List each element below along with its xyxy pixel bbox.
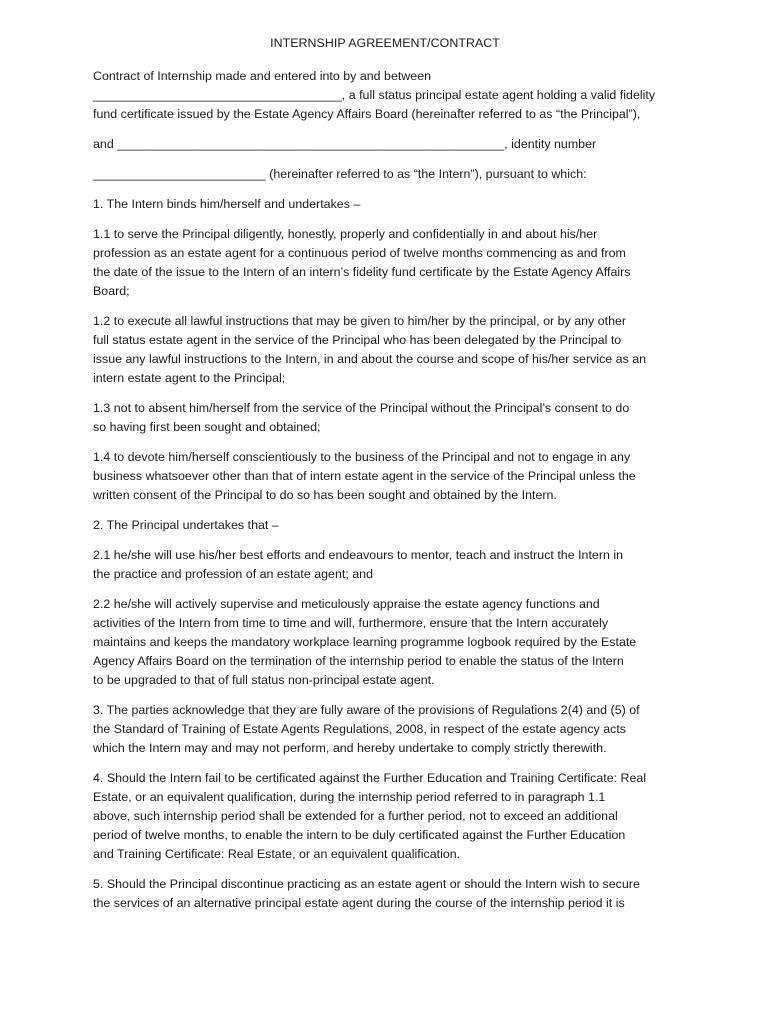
- text-line: the practice and profession of an estate agent; and: [93, 567, 374, 581]
- text-line: fund certificate issued by the Estate Agency Affairs Board (hereinafter referred to as “the Principal”),: [93, 107, 641, 121]
- paragraph: [93, 448, 677, 505]
- paragraph: [93, 165, 677, 184]
- text-line: 5. Should the Principal discontinue practicing as an estate agent or should the Intern wish to secure: [93, 877, 640, 891]
- text-line: activities of the Intern from time to time and will, furthermore, ensure that the Intern accurately: [93, 616, 609, 630]
- paragraph: [93, 312, 677, 388]
- paragraph: [93, 769, 677, 864]
- text-line: 3. The parties acknowledge that they are fully aware of the provisions of Regulations 2(4) and (5) of: [93, 703, 640, 717]
- text-line: 2. The Principal undertakes that –: [93, 518, 279, 532]
- text-line: written consent of the Principal to do so has been sought and obtained by the Intern.: [93, 488, 557, 502]
- text-line: intern estate agent to the Principal;: [93, 371, 286, 385]
- text-line: the services of an alternative principal estate agent during the course of the internship period it is: [93, 896, 625, 910]
- text-line: ____________________________________, a full status principal estate agent holding a valid fidelity: [93, 88, 656, 102]
- text-line: above, such internship period shall be extended for a further period, not to exceed an additional: [93, 809, 618, 823]
- text-line: to be upgraded to that of full status non-principal estate agent.: [93, 673, 435, 687]
- text-line: _________________________ (hereinafter referred to as “the Intern”), pursuant to which:: [93, 167, 587, 181]
- text-line: issue any lawful instructions to the Intern, in and about the course and scope of his/her service as an: [93, 352, 647, 366]
- text-line: Agency Affairs Board on the termination of the internship period to enable the status of the Intern: [93, 654, 624, 668]
- text-line: maintains and keeps the mandatory workplace learning programme logbook required by the Estate: [93, 635, 637, 649]
- text-line: 1.1 to serve the Principal diligently, honestly, properly and confidentially in and about his/her: [93, 227, 598, 241]
- text-line: 1.2 to execute all lawful instructions that may be given to him/her by the principal, or by any other: [93, 314, 627, 328]
- text-line: 4. Should the Intern fail to be certificated against the Further Education and Training Certificate: Real: [93, 771, 647, 785]
- paragraph: [93, 546, 677, 584]
- text-line: period of twelve months, to enable the intern to be duly certificated against the Further Education: [93, 828, 626, 842]
- text-line: 1.3 not to absent him/herself from the service of the Principal without the Principal’s consent to do: [93, 401, 630, 415]
- paragraph: [93, 875, 677, 913]
- paragraph: [93, 399, 677, 437]
- text-line: the Standard of Training of Estate Agents Regulations, 2008, in respect of the estate agency acts: [93, 722, 627, 736]
- paragraph: [93, 701, 677, 758]
- text-line: and ________________________________________________________, identity number: [93, 137, 597, 151]
- text-line: profession as an estate agent for a continuous period of twelve months commencing as and from: [93, 246, 626, 260]
- text-line: 2.1 he/she will use his/her best efforts and endeavours to mentor, teach and instruct the Intern in: [93, 548, 624, 562]
- document-title: INTERNSHIP AGREEMENT/CONTRACT: [270, 36, 500, 50]
- text-line: the date of the issue to the Intern of an intern’s fidelity fund certificate by the Estate Agency Affairs: [93, 265, 631, 279]
- text-line: 1.4 to devote him/herself conscientiously to the business of the Principal and not to engage in any: [93, 450, 631, 464]
- text-line: which the Intern may and may not perform, and hereby undertake to comply strictly therewith.: [93, 741, 607, 755]
- text-line: 2.2 he/she will actively supervise and meticulously appraise the estate agency functions and: [93, 597, 600, 611]
- text-line: Contract of Internship made and entered into by and between: [93, 69, 432, 83]
- text-line: Board;: [93, 284, 130, 298]
- paragraph: [93, 67, 677, 124]
- text-line: Estate, or an equivalent qualification, during the internship period referred to in paragraph 1.1: [93, 790, 606, 804]
- paragraph: [93, 516, 677, 535]
- text-line: full status estate agent in the service of the Principal who has been delegated by the Principal to: [93, 333, 622, 347]
- text-line: 1. The Intern binds him/herself and undertakes –: [93, 197, 361, 211]
- paragraph: [93, 595, 677, 690]
- document-body: [93, 67, 677, 913]
- text-line: business whatsoever other than that of intern estate agent in the service of the Principal unless the: [93, 469, 636, 483]
- text-line: so having first been sought and obtained;: [93, 420, 321, 434]
- paragraph: [93, 225, 677, 301]
- paragraph: [93, 195, 677, 214]
- text-line: and Training Certificate: Real Estate, or an equivalent qualification.: [93, 847, 461, 861]
- paragraph: [93, 135, 677, 154]
